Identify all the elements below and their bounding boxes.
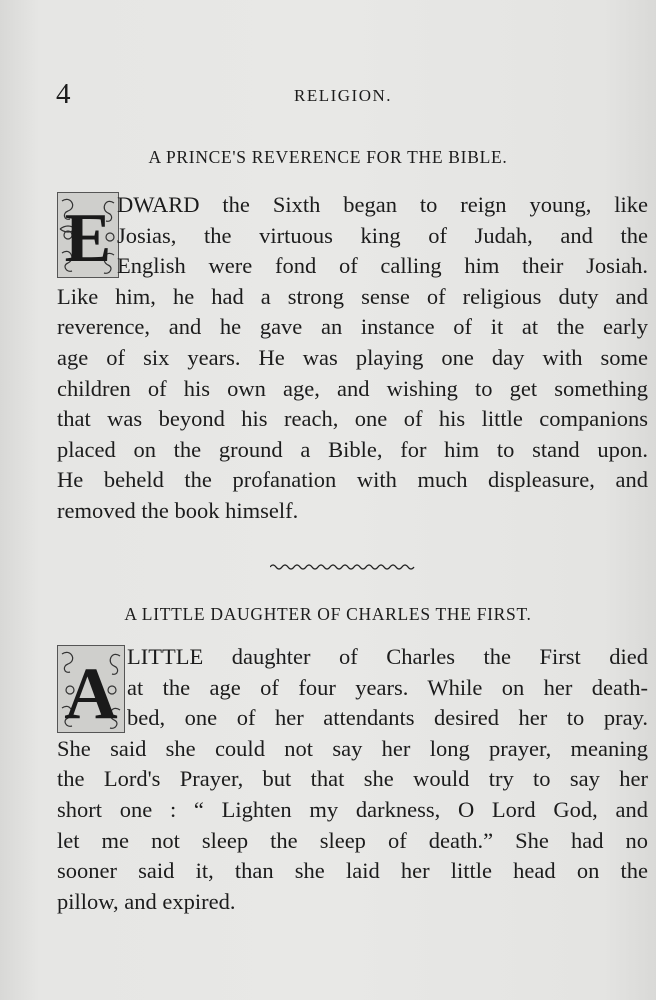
text-line: short one : “ Lighten my darkness, O Lord God, and xyxy=(57,796,648,822)
text-line: reverence, and he gave an instance of it at the early xyxy=(57,314,648,340)
text-line: that was beyond his reach, one of his little companions xyxy=(57,406,648,432)
text-line: DWARD the Sixth began to reign young, like xyxy=(117,192,648,217)
text-line: let me not sleep the sleep of death.” She had no xyxy=(57,827,648,853)
text-line: English were fond of calling him their Josiah. xyxy=(117,253,648,279)
text-line: pillow, and expired. xyxy=(57,888,236,914)
text-line: bed, one of her attendants desired her to pray. xyxy=(127,705,648,731)
text-line: age of six years. He was playing one day with some xyxy=(57,344,648,370)
wavy-divider xyxy=(270,562,416,572)
text-line: She said she could not say her long prayer, meaning xyxy=(57,735,648,761)
page-number: 4 xyxy=(56,78,71,110)
text-line: Josias, the virtuous king of Judah, and the xyxy=(117,222,648,248)
section-title-2: A LITTLE DAUGHTER OF CHARLES THE FIRST. xyxy=(124,604,532,624)
dropcap-letter-a: A xyxy=(64,653,118,732)
paragraph-1 xyxy=(57,190,648,527)
section-title-1: A PRINCE'S REVERENCE FOR THE BIBLE. xyxy=(148,147,508,167)
running-head: RELIGION. xyxy=(293,86,392,105)
text-line: placed on the ground a Bible, for him to stand upon. xyxy=(57,436,648,462)
text-line: Like him, he had a strong sense of religious duty and xyxy=(57,283,648,309)
text-line: removed the book himself. xyxy=(57,497,299,523)
text-line: the Lord's Prayer, but that she would try to say her xyxy=(57,766,648,792)
text-line: LITTLE daughter of Charles the First died xyxy=(127,644,648,669)
paragraph-2 xyxy=(57,642,648,917)
text-line: sooner said it, than she laid her little head on the xyxy=(57,858,648,884)
dropcap-letter-e: E xyxy=(64,200,112,277)
text-line: children of his own age, and wishing to get something xyxy=(57,375,648,401)
text-line: at the age of four years. While on her death- xyxy=(127,674,648,700)
text-line: He beheld the profanation with much displeasure, and xyxy=(57,467,648,493)
